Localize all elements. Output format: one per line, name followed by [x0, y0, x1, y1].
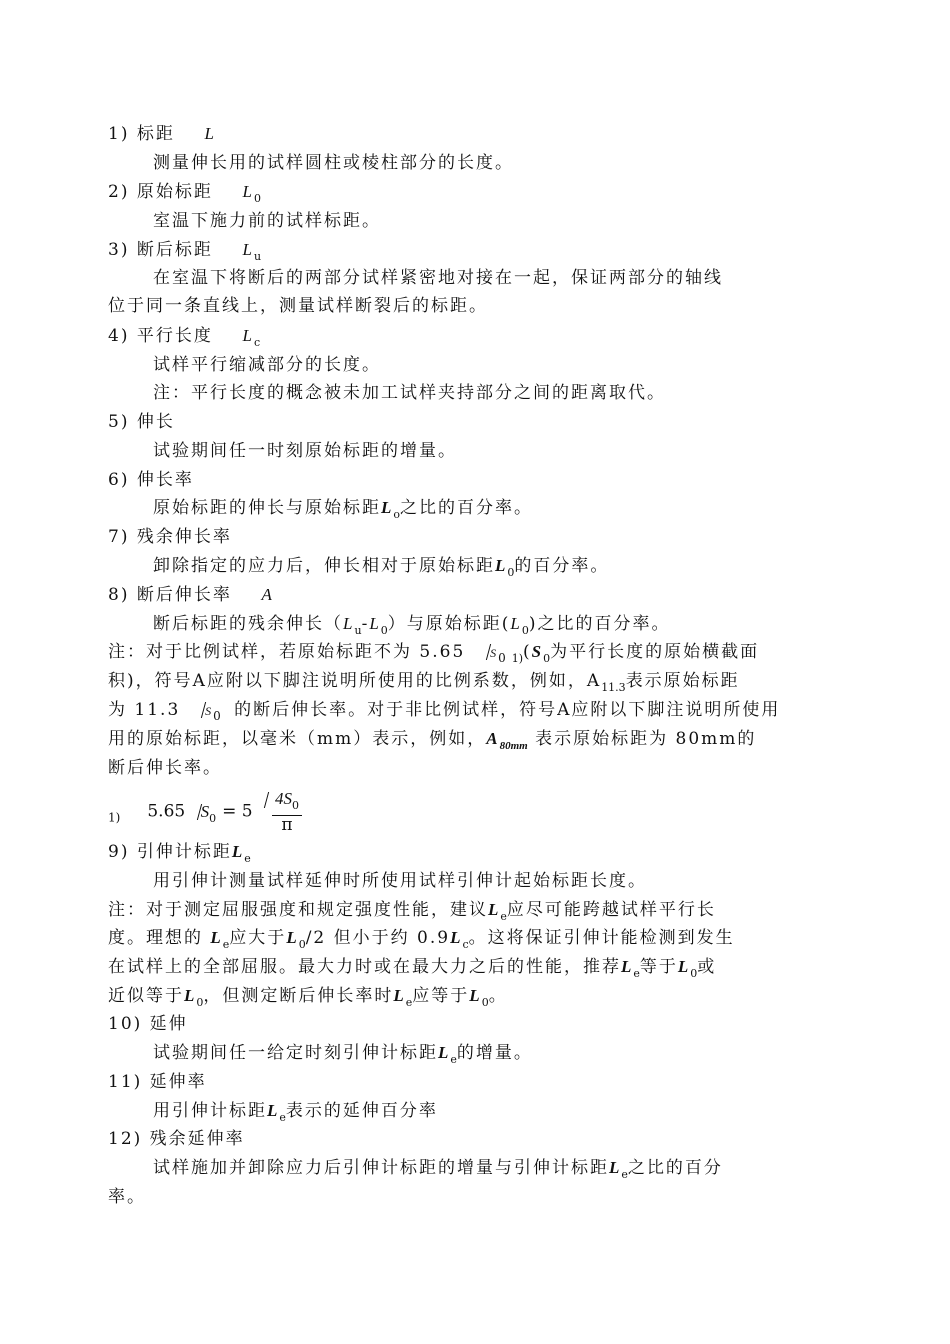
note-9-line-3: 在试样上的全部屈服。最大力时或在最大力之后的性能，推荐$L_e$等于$L_0$或 [108, 957, 717, 980]
note-8-line-2: 积)，符号A应附以下脚注说明所使用的比例系数，例如，$A_{11.3}$表示原始标距 [108, 671, 740, 694]
item-4-desc: 试样平行缩减部分的长度。 [153, 355, 381, 375]
item-5-heading: 5) 伸长 [108, 412, 175, 432]
item-7-heading: 7) 残余伸长率 [108, 527, 232, 547]
note-8-line-5: 断后伸长率。 [108, 758, 222, 778]
item-8-desc: 断后标距的残余伸长$(L_u-L_0)$与原始标距$(L_0)$之比的百分率。 [153, 614, 671, 637]
note-9-line-4: 近似等于$L_0$，但测定断后伸长率时$L_e$应等于$L_0$。 [108, 986, 508, 1009]
footnote-formula: $_{1)}$ 5.65 $S_0 = 5$ $\frac{4S_0}{\pi}$ [108, 790, 308, 834]
item-6-heading: 6) 伸长率 [108, 470, 194, 490]
item-11-heading: 11) 延伸率 [108, 1072, 207, 1092]
note-8-line-1: 注：对于比例试样，若原始标距不为 5.65 $S_0$ $_{1)}(S_0$为平行长度的原始横截面 [108, 642, 759, 669]
item-12-heading: 12) 残余延伸率 [108, 1129, 245, 1149]
item-4-note: 注：平行长度的概念被未加工试样夹持部分之间的距离取代。 [153, 383, 666, 403]
item-3-desc-line-2: 位于同一条直线上，测量试样断裂后的标距。 [108, 296, 488, 316]
note-9-line-2: 度。理想的 $L_e$应大于$L_0/2$ 但小于约 $0.9L_c$。这将保证引伸计能检测到发生 [108, 928, 735, 951]
sqrt-symbol: $S_0$ [195, 700, 227, 726]
sqrt-symbol: $S_0$ [191, 802, 223, 829]
item-3-heading: 3) 断后标距 $L_u$ [108, 240, 262, 263]
item-7-desc: 卸除指定的应力后，伸长相对于原始标距$L_0$的百分率。 [153, 556, 610, 579]
item-11-desc: 用引伸计标距$L_e$表示的延伸百分率 [153, 1101, 438, 1124]
sqrt-symbol [258, 790, 308, 834]
item-9-desc: 用引伸计测量试样延伸时所使用试样引伸计起始标距长度。 [153, 871, 647, 891]
note-8-line-4: 用的原始标距，以毫米（mm）表示，例如，$A_{80mm}$ 表示原始标距为 80mm的 [108, 729, 757, 752]
fraction: $\frac{4S_0}{\pi}$ [272, 790, 302, 834]
item-9-heading: 9) 引伸计标距$L_e$ [108, 842, 251, 865]
note-9-line-1: 注：对于测定屈服强度和规定强度性能，建议$L_e$应尽可能跨越试样平行长 [108, 900, 716, 923]
item-2-heading: 2) 原始标距 $L_0$ [108, 182, 261, 205]
item-4-heading: 4) 平行长度 $L_c$ [108, 326, 261, 349]
item-3-desc-line-1: 在室温下将断后的两部分试样紧密地对接在一起，保证两部分的轴线 [153, 268, 723, 288]
item-12-desc-line-2: 率。 [108, 1187, 146, 1207]
item-1-desc: 测量伸长用的试样圆柱或棱柱部分的长度。 [153, 153, 514, 173]
item-8-heading: 8) 断后伸长率 A [108, 585, 274, 605]
item-1-heading: 1) 标距 L [108, 124, 216, 144]
item-6-desc: 原始标距的伸长与原始标距$L_o$之比的百分率。 [153, 498, 534, 521]
item-2-desc: 室温下施力前的试样标距。 [153, 211, 381, 231]
sqrt-symbol: $S_0$ [480, 642, 512, 668]
note-8-line-3: 为 11.3 $S_0$ 的断后伸长率。对于非比例试样，符号A应附以下脚注说明所使用 [108, 700, 780, 726]
item-5-desc: 试验期间任一时刻原始标距的增量。 [153, 441, 457, 461]
item-10-heading: 10) 延伸 [108, 1014, 188, 1034]
item-10-desc: 试验期间任一给定时刻引伸计标距$L_e$的增量。 [153, 1043, 533, 1066]
item-12-desc-line-1: 试样施加并卸除应力后引伸计标距的增量与引伸计标距$L_e$之比的百分 [153, 1158, 723, 1181]
